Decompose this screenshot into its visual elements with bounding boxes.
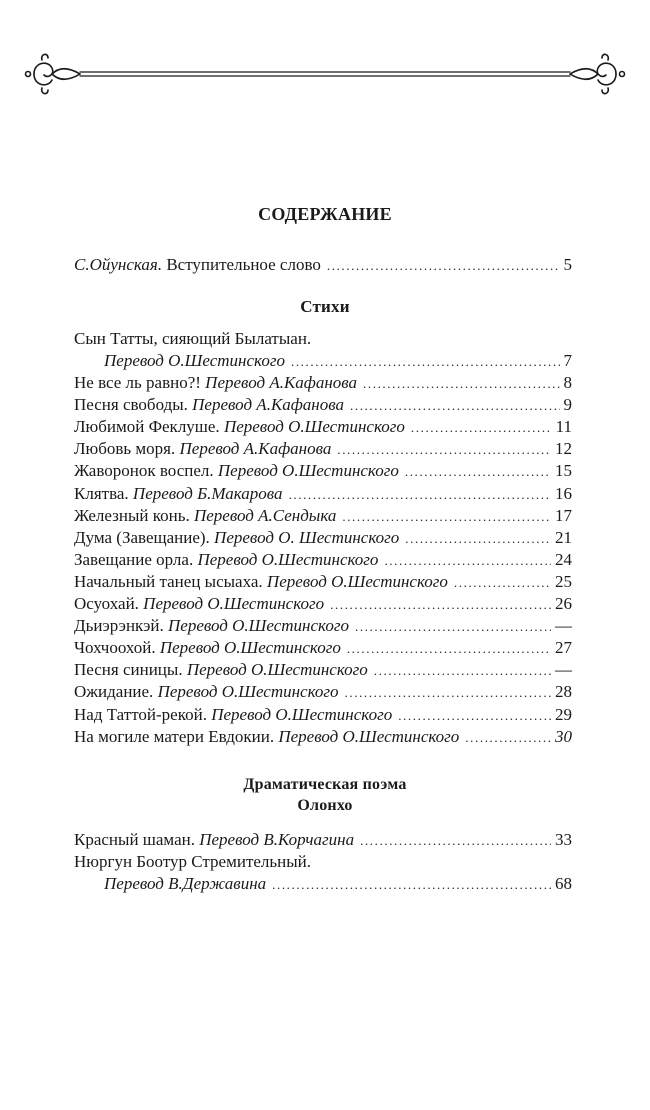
leader-dots [350, 395, 560, 417]
leader-dots [374, 660, 551, 682]
toc-page: 17 [555, 505, 572, 525]
toc-page: — [555, 660, 572, 680]
toc-translator: Перевод О.Шестинского [159, 638, 341, 658]
toc-entry [74, 394, 572, 417]
contents-title: СОДЕРЖАНИЕ [258, 204, 392, 224]
toc-page: 12 [555, 439, 572, 459]
toc-title: Красный шаман. [74, 830, 195, 849]
toc-title: Вступительное слово [166, 255, 321, 274]
leader-dots [405, 528, 551, 550]
toc-title: Любимой Феклуше. [74, 417, 220, 437]
toc-translator: Перевод О.Шестинского [197, 549, 379, 569]
leader-dots [411, 417, 552, 439]
leader-dots [355, 616, 551, 638]
leader-dots [360, 830, 551, 852]
toc-page: 8 [563, 373, 572, 392]
toc-entry [74, 681, 572, 704]
leader-dots [384, 550, 551, 572]
toc-entry-drama-2-translator [104, 873, 572, 896]
toc-translator: Перевод О.Шестинского [168, 616, 349, 636]
toc-title: Не все ль равно?! [74, 373, 201, 392]
leader-dots [289, 484, 551, 506]
toc-title-drama-2: Нюргун Боотур Стремительный. [74, 852, 312, 871]
leader-dots [291, 351, 560, 373]
section-heading-poems: Стихи [300, 297, 350, 316]
toc-title: На могиле матери Евдокии. [74, 726, 275, 746]
leader-dots [465, 727, 551, 749]
toc-title: Осуохай. [74, 594, 139, 613]
toc-title-first: Сын Татты, сияющий Былатыан. [74, 329, 312, 348]
toc-page: 15 [555, 461, 572, 481]
toc-translator: Перевод А.Кафанова [179, 439, 332, 459]
toc-page: 7 [563, 351, 572, 370]
leader-dots [272, 874, 551, 896]
toc-page: 16 [555, 483, 572, 503]
toc-entry [74, 704, 572, 727]
leader-dots [337, 439, 551, 461]
toc-title: Дьиэрэнкэй. [74, 616, 164, 636]
toc-translator: Перевод О. Шестинского [214, 527, 400, 547]
toc-page: 11 [555, 417, 572, 437]
toc-title: Песня свободы. [74, 395, 188, 415]
toc-title: Ожидание. [74, 682, 154, 702]
toc-entry [74, 438, 572, 461]
toc-entry [74, 460, 572, 483]
leader-dots [330, 594, 551, 616]
toc-page: 68 [555, 874, 572, 893]
toc-entry [74, 372, 572, 395]
toc-entry [74, 615, 572, 638]
toc-page: 28 [555, 682, 572, 702]
toc-translator: Перевод А.Сендыка [193, 505, 337, 525]
toc-entry [74, 593, 572, 616]
toc-translator: Перевод О.Шестинского [217, 461, 399, 481]
toc-entry-first-translator [104, 350, 572, 373]
toc-page: 27 [555, 638, 572, 658]
toc-entry [74, 527, 572, 550]
section-heading-drama: Драматическая поэма [243, 776, 407, 793]
toc-entry [74, 416, 572, 439]
toc-translator: Перевод В.Корчагина [199, 830, 355, 849]
toc-page: 5 [563, 255, 572, 274]
leader-dots [342, 506, 551, 528]
toc-author: С.Ойунская. [74, 255, 163, 274]
toc-title: Любовь моря. [74, 439, 176, 459]
toc-page: 30 [555, 726, 572, 746]
toc-translator: Перевод О.Шестинского [211, 704, 393, 724]
toc-translator: Перевод О.Шестинского [143, 594, 325, 613]
toc-entry [74, 637, 572, 660]
leader-dots [347, 638, 551, 660]
toc-translator: Перевод Б.Макарова [132, 483, 283, 503]
toc-title: Чохчоохой. [74, 638, 156, 658]
toc-page: — [555, 616, 572, 636]
toc-translator: Перевод О.Шестинского [266, 571, 448, 591]
toc-title: Клятва. [74, 483, 129, 503]
toc-entry [74, 483, 572, 506]
toc-translator: Перевод А.Кафанова [205, 373, 358, 392]
toc-title: Железный конь. [74, 505, 190, 525]
toc-title: Песня синицы. [74, 660, 183, 680]
leader-dots [405, 461, 551, 483]
leader-dots [345, 682, 551, 704]
toc-translator: Перевод В.Державина [104, 874, 267, 893]
toc-title: Начальный танец ысыаха. [74, 571, 263, 591]
toc-page: 24 [555, 549, 572, 569]
toc-entry [74, 549, 572, 572]
section-heading-olonkho: Олонхо [297, 797, 353, 814]
toc-translator: Перевод О.Шестинского [223, 417, 405, 437]
toc-entry [74, 571, 572, 594]
toc-page: 25 [555, 571, 572, 591]
toc-translator: Перевод О.Шестинского [278, 726, 460, 746]
ornament-divider-icon [22, 52, 628, 96]
toc-title: Жаворонок воспел. [74, 461, 214, 481]
leader-dots [327, 255, 560, 277]
toc-translator: Перевод О.Шестинского [157, 682, 339, 702]
toc-entry [74, 659, 572, 682]
toc-page: 9 [563, 395, 572, 415]
toc-title: Дума (Завещание). [74, 527, 210, 547]
toc-translator: Перевод О.Шестинского [186, 660, 368, 680]
toc-entry [74, 505, 572, 528]
toc-entry-intro [74, 254, 572, 277]
leader-dots [454, 572, 551, 594]
toc-page: 26 [555, 594, 572, 613]
leader-dots [398, 705, 551, 727]
toc-translator: Перевод О.Шестинского [104, 351, 285, 370]
toc-title: Над Таттой-рекой. [74, 704, 207, 724]
toc-page: 29 [555, 704, 572, 724]
toc-page: 21 [555, 527, 572, 547]
toc-entry [74, 726, 572, 749]
toc-entry-drama-1 [74, 829, 572, 852]
leader-dots [363, 373, 559, 395]
toc-page: 33 [555, 830, 572, 849]
toc-translator: Перевод А.Кафанова [192, 395, 344, 415]
toc-title: Завещание орла. [74, 549, 194, 569]
